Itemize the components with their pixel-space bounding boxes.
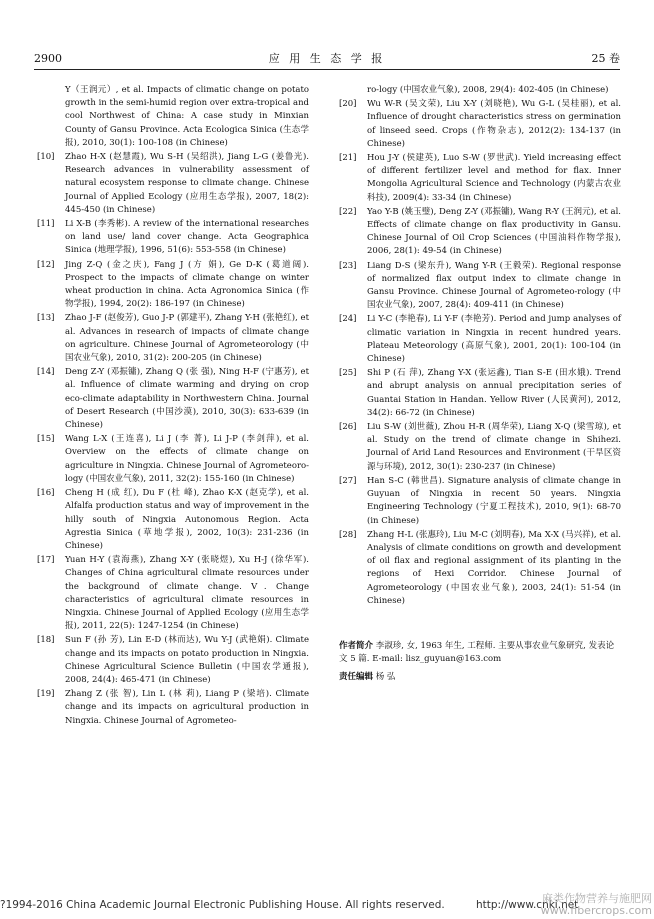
reference-text: Wu W-R (吴文荣), Liu X-Y (刘晓艳), Wu G-L (吴桂丽), et al. Influence of drought characteristics stress on germination of linseed seed. Crops (作物杂志), 2012(2): 134-137 (in Chinese): [367, 99, 621, 149]
reference-number: [14]: [37, 367, 55, 378]
reference-number: [19]: [37, 689, 55, 700]
reference-text: Zhao H-X (赵慧霞), Wu S-H (吴绍洪), Jiang L-G (姜鲁光). Research advances in vulnerability assessment of natural ecosystem response to climate change. Chinese Journal of Applied Ecology (应用生态学报), 2007, 18(2): 445-450 (in Chinese): [65, 152, 309, 215]
reference-number: [20]: [339, 99, 357, 110]
reference-entry: [37, 259, 309, 312]
reference-text: Y（王润元）, et al. Impacts of climatic change on potato growth in the semi-humid region over extra-tropical and cool Northwest of China: A case study in Minxian County of Gansu Province. Acta Ecologica Sinica (生态学报), 2010, 30(1): 100-108 (in Chinese): [65, 85, 309, 148]
reference-entry: [37, 487, 309, 553]
reference-number: [15]: [37, 434, 55, 445]
reference-text: Han S-C (韩世昌). Signature analysis of climate change in Guyuan of Ningxia in recent 50 years. Ningxia Engineering Technology (宁夏工程技术), 2010, 9(1): 68-70 (in Chinese): [367, 475, 621, 526]
author-bio-text: 李淑珍, 女, 1963 年生, 工程师. 主要从事农业气象研究, 发表论文 5 篇. E-mail: lisz_guyuan@163.com: [339, 640, 615, 665]
page-header: [34, 52, 620, 66]
reference-text: Zhao J-F (赵俊芳), Guo J-P (郭建平), Zhang Y-H (张艳红), et al. Advances in research of impacts of climate change on agriculture. Chinese Journal of Agrometeorology (中国农业气象), 2010, 31(2): 200-205 (in Chinese): [65, 313, 309, 364]
reference-number: [24]: [339, 314, 357, 325]
reference-number: [16]: [37, 488, 55, 499]
editor-label: 责任编辑: [339, 671, 374, 682]
reference-entry: [37, 634, 309, 687]
reference-text: Yuan H-Y (袁海燕), Zhang X-Y (张晓煜), Xu H-J (徐华军). Changes of China agricultural climate resources under the background of climate change. Ⅴ. Change characteristics of agricultural climate resources in Ningxia. Chinese Journal of Applied Ecology (应用生态学报), 2011, 22(5): 1247-1254 (in Chinese): [65, 555, 309, 632]
author-bio-label: 作者简介: [339, 640, 374, 651]
reference-number: [22]: [339, 206, 357, 217]
left-column: [37, 84, 309, 729]
reference-number: [28]: [339, 529, 357, 540]
reference-text: Zhang Z (张 智), Lin L (林 莉), Liang P (梁培). Climate change and its impacts on agricultural production in Ningxia. Chinese Journal of Agrometeo-: [65, 689, 309, 726]
reference-number: [23]: [339, 260, 357, 271]
reference-number: [21]: [339, 153, 357, 164]
right-reference-list: [339, 84, 621, 608]
reference-entry: [37, 312, 309, 365]
website-link[interactable]: http://www.cnki.net: [476, 899, 579, 911]
reference-text: Hou J-Y (侯建英), Luo S-W (罗世武). Yield increasing effect of different fertilizer level and method for flax. Inner Mongolia Agricultural Science and Technology (内蒙古农业科技), 2009(4): 33-34 (in Chinese): [367, 153, 621, 203]
reference-entry: [339, 84, 621, 97]
reference-text: Li Y-C (李艳春), Li Y-F (李艳芳). Period and jump analyses of climatic variation in Ningxia in recent hundred years. Plateau Meteorology (高原气象), 2001, 20(1): 100-104 (in Chinese): [367, 314, 621, 365]
reference-entry: [37, 218, 309, 258]
reference-text: Liu S-W (刘世薇), Zhou H-R (周华荣), Liang X-Q (梁雪琼), et al. Study on the trend of climate change in Shihezi. Journal of Arid Land Resources and Environment (干旱区资源与环境), 2012, 30(1): 230-237 (in Chinese): [367, 422, 621, 472]
reference-entry: [339, 313, 621, 366]
reference-entry: [339, 367, 621, 420]
journal-title: 应 用 生 态 学 报: [268, 52, 386, 65]
watermark: [502, 893, 652, 917]
reference-text: Deng Z-Y (邓振镛), Zhang Q (张 强), Ning H-F (宁惠芳), et al. Influence of climate warming and drying on crop eco-climate adaptability in Northwestern China. Journal of Desert Research (中国沙漠), 2010, 30(3): 633-639 (in Chinese): [65, 367, 309, 431]
reference-entry: [37, 151, 309, 217]
editor-name: 杨 弘: [375, 671, 396, 682]
reference-entry: [339, 260, 621, 313]
header-rule: [34, 69, 620, 70]
reference-number: [12]: [37, 259, 55, 270]
author-bio: [339, 640, 621, 667]
reference-entry: [37, 366, 309, 432]
reference-number: [13]: [37, 313, 55, 324]
reference-text: Li X-B (李秀彬). A review of the international researches on land use/ land cover change. Acta Geographica Sinica (地理学报), 1996, 51(6): 553-558 (in Chinese): [65, 219, 309, 256]
reference-entry: [37, 688, 309, 728]
reference-number: [25]: [339, 368, 357, 379]
reference-number: [27]: [339, 475, 357, 486]
reference-text: Shi P (石 萍), Zhang Y-X (张运鑫), Tian S-E (田水娥). Trend and abrupt analysis on annual precipitation series of Guantai Station in Handan. Yellow River (人民黄河), 2012, 34(2): 66-72 (in Chinese): [367, 368, 621, 418]
reference-entry: [339, 421, 621, 474]
reference-text: Wang L-X (王连喜), Li J (李 菁), Li J-P (李剑萍), et al. Overview on the effects of climate change on agriculture in Ningxia. Chinese Journal of Agrometeoro-logy (中国农业气象), 2011, 32(2): 155-160 (in Chinese): [65, 434, 309, 484]
reference-entry: [37, 84, 309, 150]
reference-number: [10]: [37, 152, 55, 163]
right-column: [339, 84, 621, 684]
watermark-line-1: 麻类作物营养与施肥网: [542, 892, 652, 905]
editor-line: [339, 671, 621, 684]
reference-entry: [339, 152, 621, 205]
page-footer: [0, 893, 654, 919]
reference-text: Liang D-S (梁东升), Wang Y-R (王毅荣). Regional response of normalized flax output index to climate change in Gansu Province. Chinese Journal of Agrometeo-rology (中国农业气象), 2007, 28(4): 409-411 (in Chinese): [367, 260, 621, 311]
reference-number: [17]: [37, 555, 55, 566]
reference-text: Cheng H (成 红), Du F (杜 峰), Zhao K-X (赵克学), et al. Alfalfa production status and way of improvement in the hilly south of Ningxia Autonomous Region. Acta Agrestia Sinica (草地学报), 2002, 10(3): 231-236 (in Chinese): [65, 488, 309, 551]
volume-label: 25 卷: [591, 52, 620, 65]
reference-text: Jing Z-Q (金之庆), Fang J (方 娟), Ge D-K (葛道阔). Prospect to the impacts of climate change on winter wheat production in china. Acta Agronomica Sinica (作物学报), 1994, 20(2): 186-197 (in Chinese): [65, 259, 309, 310]
reference-entry: [339, 206, 621, 259]
reference-entry: [37, 433, 309, 486]
reference-entry: [37, 554, 309, 633]
reference-text: Yao Y-B (姚玉璧), Deng Z-Y (邓振镛), Wang R-Y (王润元), et al. Effects of climate change on flax productivity in Gansu. Chinese Journal of Oil Crop Sciences (中国油料作物学报), 2006, 28(1): 49-54 (in Chinese): [367, 206, 621, 257]
reference-entry: [339, 529, 621, 608]
reference-text: Zhang H-L (张惠玲), Liu M-C (刘明春), Ma X-X (马兴祥), et al. Analysis of climate conditions on growth and development of oil flax and regional assignment of its planting in the regions of Hexi Corridor. Chinese Journal of Agrometeorology (中国农业气象), 2003, 24(1): 51-54 (in Chinese): [367, 529, 621, 606]
copyright-notice: ?1994-2016 China Academic Journal Electronic Publishing House. All rights reserved.: [0, 899, 445, 911]
reference-entry: [339, 98, 621, 151]
reference-number: [11]: [37, 219, 55, 230]
watermark-line-2: www.fibercrops.com: [540, 904, 652, 917]
page-number: 2900: [34, 52, 62, 65]
reference-entry: [339, 475, 621, 528]
reference-text: Sun F (孙 芳), Lin E-D (林而达), Wu Y-J (武艳娟). Climate change and its impacts on potato production in Ningxia. Chinese Agricultural Science Bulletin (中国农学通报), 2008, 24(4): 465-471 (in Chinese): [65, 635, 309, 685]
reference-text: ro-logy (中国农业气象), 2008, 29(4): 402-405 (in Chinese): [367, 85, 609, 95]
reference-number: [26]: [339, 422, 357, 433]
reference-number: [18]: [37, 635, 55, 646]
